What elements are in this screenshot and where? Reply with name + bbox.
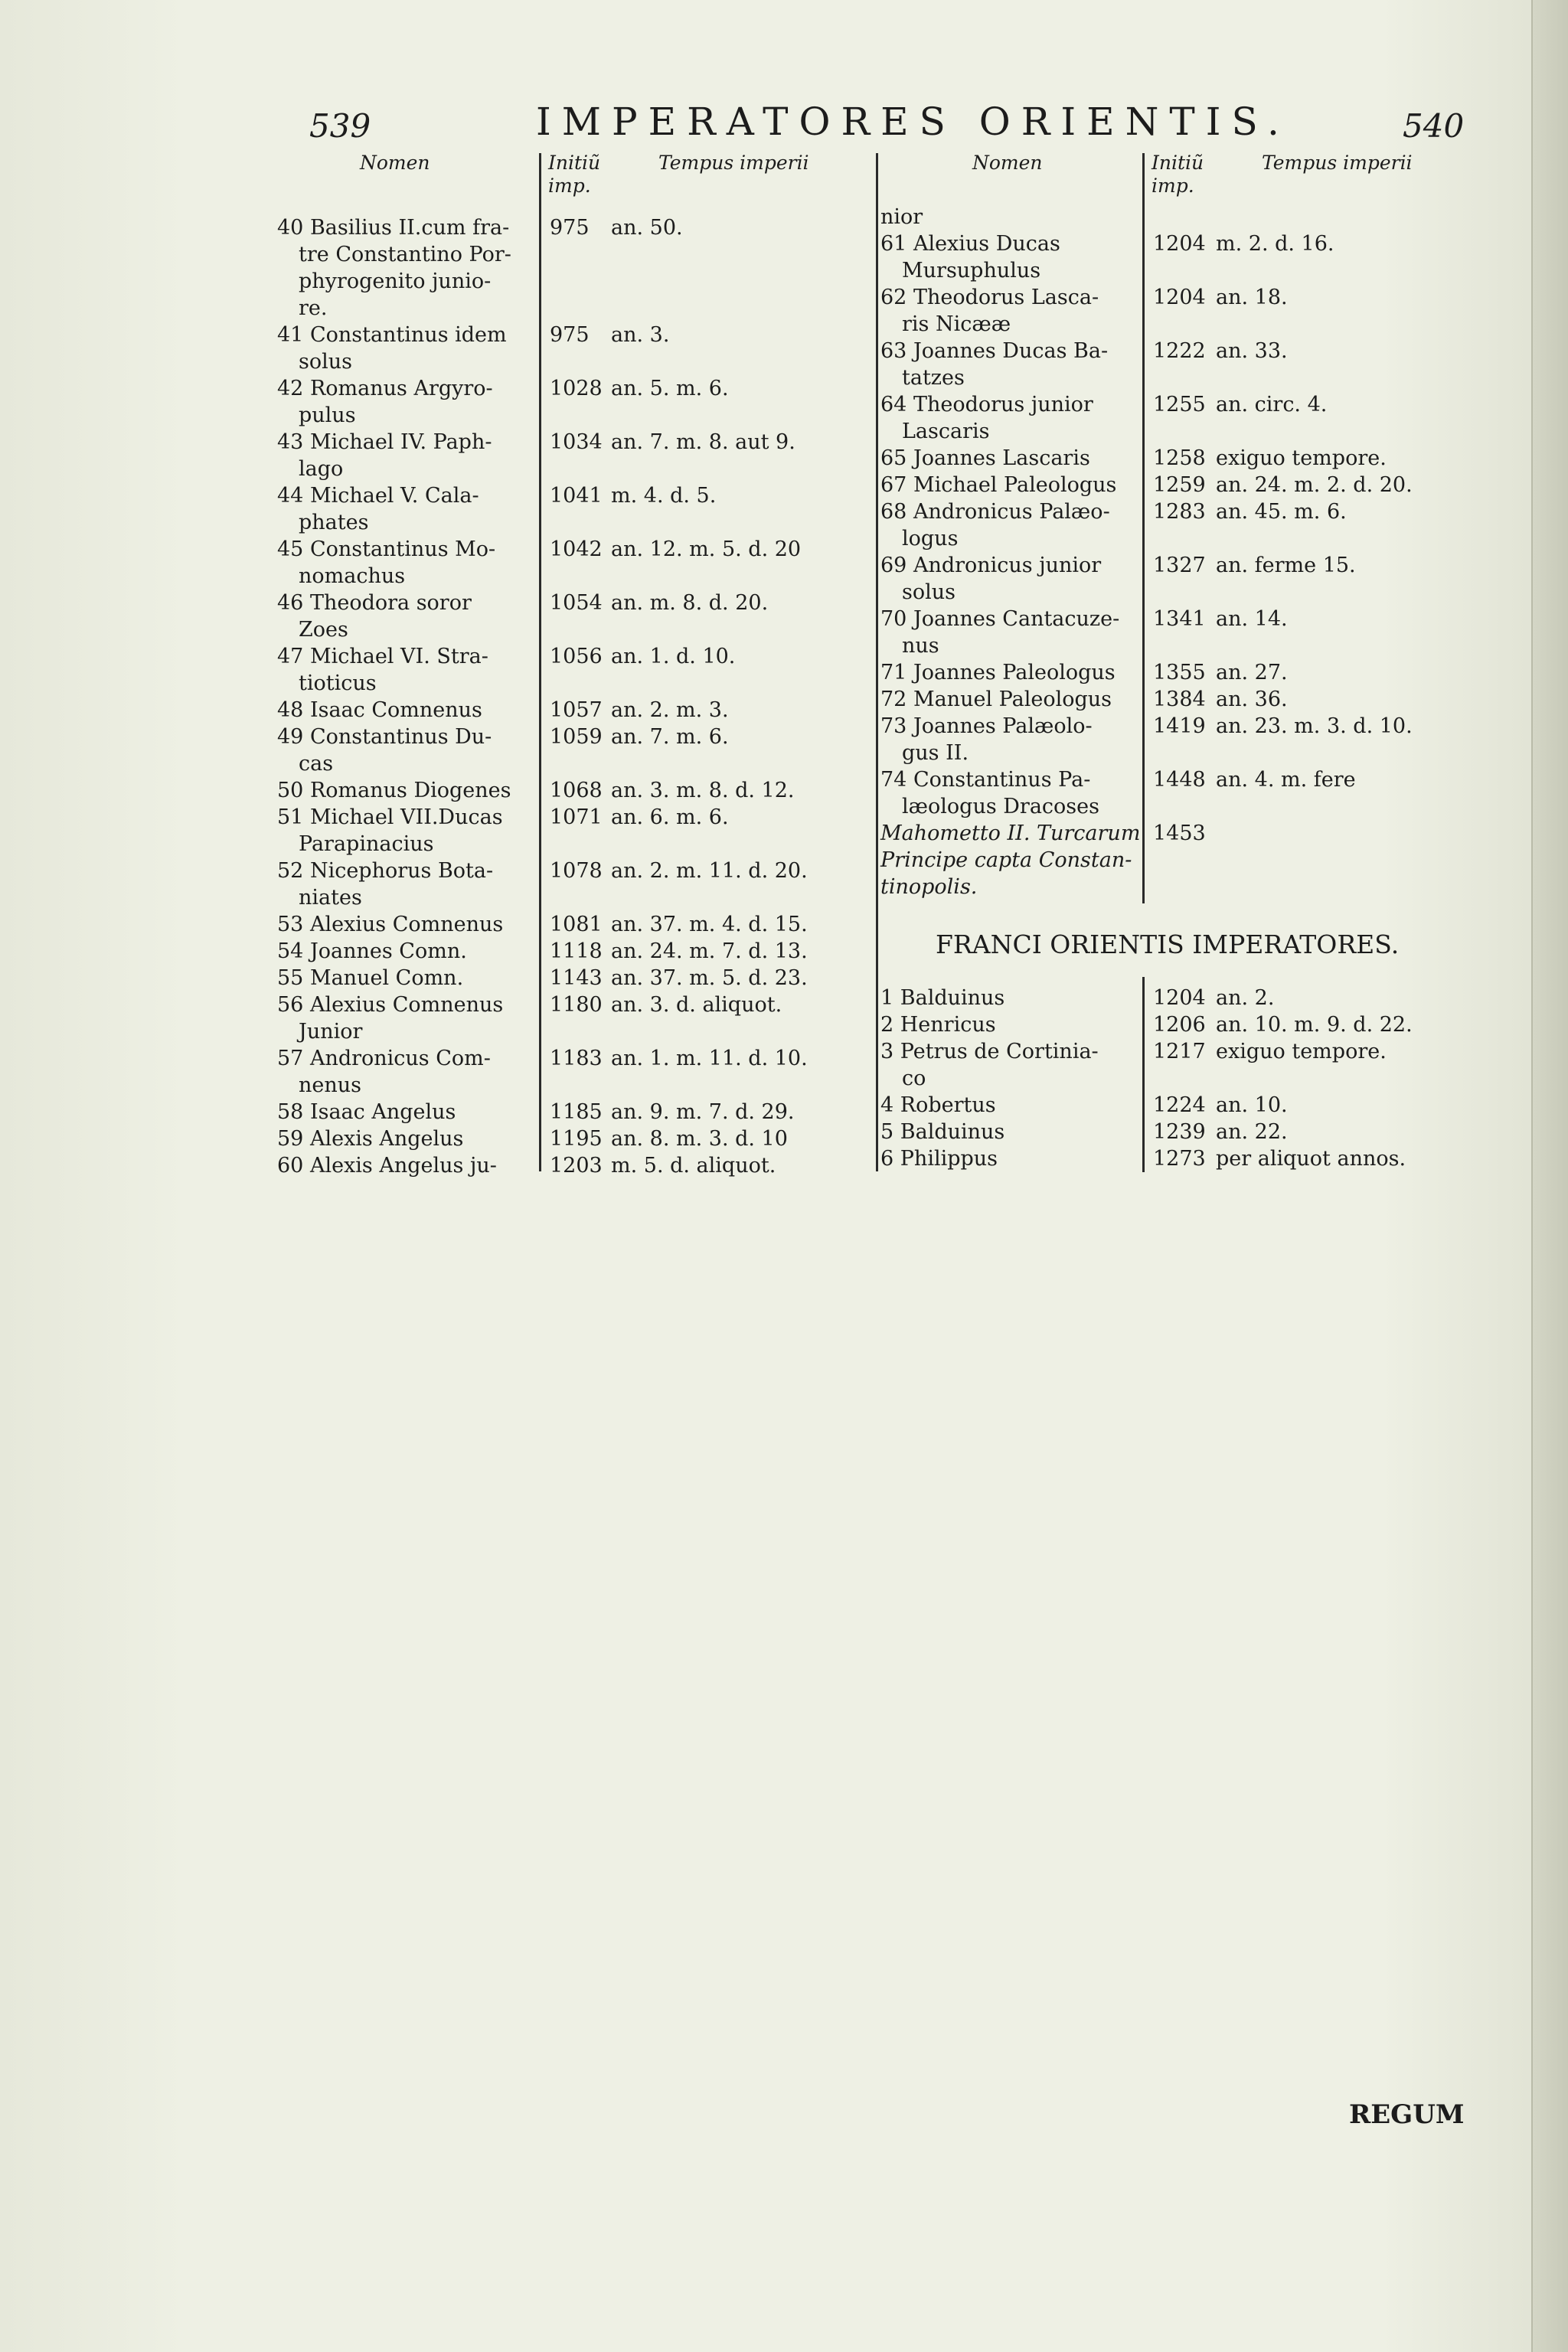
emperor-name: 3 Petrus de Cortinia- — [880, 1040, 1099, 1063]
reign-duration: an. 2. m. 11. d. 20. — [611, 859, 808, 883]
reign-start-year: 1183 — [550, 1047, 603, 1070]
reign-duration: an. 50. — [611, 216, 683, 240]
emperor-name: lago — [299, 457, 344, 481]
emperor-name: 4 Robertus — [880, 1093, 996, 1117]
emperor-name: nus — [902, 634, 939, 658]
emperor-name: tre Constantino Por- — [299, 243, 511, 266]
emperor-name: 55 Manuel Comn. — [277, 966, 464, 990]
emperor-name: co — [902, 1067, 926, 1090]
reign-duration: an. 27. — [1216, 661, 1288, 684]
emperor-name: 54 Joannes Comn. — [277, 939, 467, 963]
emperor-name: 64 Theodorus junior — [880, 393, 1093, 416]
emperor-name: 70 Joannes Cantacuze- — [880, 607, 1120, 631]
emperor-name: ris Nicææ — [902, 312, 1011, 336]
reign-duration: an. 3. m. 8. d. 12. — [611, 779, 795, 802]
emperor-name: cas — [299, 752, 334, 776]
reign-duration: an. 36. — [1216, 688, 1288, 711]
reign-start-year: 1068 — [550, 779, 603, 802]
reign-duration: an. 7. m. 8. aut 9. — [611, 430, 795, 454]
reign-duration: an. 14. — [1216, 607, 1288, 631]
emperor-name: 43 Michael IV. Paph- — [277, 430, 492, 454]
emperor-name: 61 Alexius Ducas — [880, 232, 1060, 256]
reign-duration: an. 10. m. 9. d. 22. — [1216, 1013, 1413, 1037]
reign-start-year: 1056 — [550, 645, 603, 668]
emperor-name: 57 Andronicus Com- — [277, 1047, 491, 1070]
reign-start-year: 1217 — [1153, 1040, 1206, 1063]
reign-duration: an. 33. — [1216, 339, 1288, 363]
emperor-name: 58 Isaac Angelus — [277, 1100, 456, 1124]
reign-start-year: 1143 — [550, 966, 603, 990]
reign-start-year: 1203 — [550, 1154, 603, 1178]
emperor-name: 59 Alexis Angelus — [277, 1127, 464, 1151]
page-edge — [1531, 0, 1568, 2352]
emperor-name: solus — [299, 350, 352, 374]
reign-duration: an. ferme 15. — [1216, 554, 1356, 577]
reign-start-year: 1384 — [1153, 688, 1206, 711]
reign-start-year: 1259 — [1153, 473, 1206, 497]
reign-duration: m. 4. d. 5. — [611, 484, 717, 508]
emperor-name: phyrogenito junio- — [299, 270, 492, 293]
reign-start-year: 1195 — [550, 1127, 603, 1151]
reign-duration: an. 7. m. 6. — [611, 725, 729, 749]
emperor-name: tioticus — [299, 671, 377, 695]
emperor-name: 45 Constantinus Mo- — [277, 537, 496, 561]
reign-start-year: 1453 — [1153, 822, 1206, 845]
emperor-name: 62 Theodorus Lasca- — [880, 286, 1099, 309]
emperor-name: tinopolis. — [880, 875, 978, 899]
emperor-name: 52 Nicephorus Bota- — [277, 859, 494, 883]
reign-start-year: 1042 — [550, 537, 603, 561]
reign-start-year: 1054 — [550, 591, 603, 615]
reign-start-year: 1028 — [550, 377, 603, 400]
reign-duration: an. 22. — [1216, 1120, 1288, 1144]
emperor-name: logus — [902, 527, 959, 550]
reign-start-year: 1327 — [1153, 554, 1206, 577]
reign-start-year: 1034 — [550, 430, 603, 454]
col-head-tempus-left: Tempus imperii — [658, 152, 809, 174]
col-head-nomen-right: Nomen — [972, 152, 1043, 174]
reign-duration: per aliquot annos. — [1216, 1147, 1406, 1171]
emperor-name: nior — [880, 205, 923, 229]
emperor-name: 74 Constantinus Pa- — [880, 768, 1091, 792]
reign-duration: an. 1. d. 10. — [611, 645, 736, 668]
reign-duration: an. 18. — [1216, 286, 1288, 309]
reign-start-year: 1118 — [550, 939, 603, 963]
reign-start-year: 1448 — [1153, 768, 1206, 792]
reign-duration: an. 5. m. 6. — [611, 377, 729, 400]
emperor-name: 40 Basilius II.cum fra- — [277, 216, 510, 240]
emperor-name: 67 Michael Paleologus — [880, 473, 1117, 497]
emperor-name: Zoes — [299, 618, 348, 642]
reign-start-year: 1185 — [550, 1100, 603, 1124]
reign-start-year: 975 — [550, 216, 590, 240]
reign-start-year: 1224 — [1153, 1093, 1206, 1117]
reign-duration: an. 3. — [611, 323, 670, 347]
reign-start-year: 1273 — [1153, 1147, 1206, 1171]
emperor-name: 1 Balduinus — [880, 986, 1005, 1010]
reign-duration: an. 9. m. 7. d. 29. — [611, 1100, 795, 1124]
reign-start-year: 1041 — [550, 484, 603, 508]
emperor-name: 60 Alexis Angelus ju- — [277, 1154, 497, 1178]
reign-start-year: 1078 — [550, 859, 603, 883]
emperor-name: solus — [902, 580, 956, 604]
reign-start-year: 1059 — [550, 725, 603, 749]
reign-duration: an. 2. — [1216, 986, 1275, 1010]
catchword: REGUM — [1349, 2099, 1465, 2130]
emperor-name: nenus — [299, 1073, 362, 1097]
emperor-name: 50 Romanus Diogenes — [277, 779, 511, 802]
col-head-nomen-left: Nomen — [360, 152, 430, 174]
reign-duration: an. 24. m. 7. d. 13. — [611, 939, 808, 963]
reign-duration: an. 4. m. fere — [1216, 768, 1356, 792]
reign-duration: an. 3. d. aliquot. — [611, 993, 782, 1017]
reign-start-year: 1204 — [1153, 286, 1206, 309]
reign-duration: an. 24. m. 2. d. 20. — [1216, 473, 1413, 497]
emperor-name: Junior — [299, 1020, 363, 1044]
emperor-name: 53 Alexius Comnenus — [277, 913, 504, 936]
emperor-name: 71 Joannes Paleologus — [880, 661, 1116, 684]
reign-start-year: 1258 — [1153, 446, 1206, 470]
reign-duration: an. circ. 4. — [1216, 393, 1328, 416]
reign-start-year: 975 — [550, 323, 590, 347]
reign-start-year: 1355 — [1153, 661, 1206, 684]
reign-duration: an. m. 8. d. 20. — [611, 591, 769, 615]
emperor-name: 65 Joannes Lascaris — [880, 446, 1090, 470]
emperor-name: 69 Andronicus junior — [880, 554, 1102, 577]
reign-start-year: 1081 — [550, 913, 603, 936]
reign-start-year: 1204 — [1153, 986, 1206, 1010]
reign-duration: m. 5. d. aliquot. — [611, 1154, 776, 1178]
emperor-name: 2 Henricus — [880, 1013, 996, 1037]
emperor-name: 73 Joannes Palæolo- — [880, 714, 1093, 738]
column-rule — [876, 153, 878, 1171]
emperor-name: Lascaris — [902, 420, 990, 443]
reign-duration: an. 23. m. 3. d. 10. — [1216, 714, 1413, 738]
reign-duration: an. 1. m. 11. d. 10. — [611, 1047, 808, 1070]
emperor-name: 41 Constantinus idem — [277, 323, 507, 347]
emperor-name: Mahometto II. Turcarum — [880, 822, 1141, 845]
emperor-name: Principe capta Constan- — [880, 848, 1132, 872]
emperor-name: Mursuphulus — [902, 259, 1041, 283]
reign-start-year: 1283 — [1153, 500, 1206, 524]
emperor-name: 56 Alexius Comnenus — [277, 993, 504, 1017]
col-head-tempus-right: Tempus imperii — [1262, 152, 1413, 174]
emperor-name: 51 Michael VII.Ducas — [277, 805, 503, 829]
emperor-name: tatzes — [902, 366, 965, 390]
reign-duration: exiguo tempore. — [1216, 446, 1387, 470]
emperor-name: 42 Romanus Argyro- — [277, 377, 493, 400]
reign-start-year: 1239 — [1153, 1120, 1206, 1144]
reign-duration: an. 6. m. 6. — [611, 805, 729, 829]
reign-start-year: 1419 — [1153, 714, 1206, 738]
reign-duration: an. 12. m. 5. d. 20 — [611, 537, 802, 561]
reign-start-year: 1341 — [1153, 607, 1206, 631]
section-heading-franci: FRANCI ORIENTIS IMPERATORES. — [936, 929, 1400, 959]
emperor-name: 46 Theodora soror — [277, 591, 472, 615]
reign-duration: an. 10. — [1216, 1093, 1288, 1117]
reign-start-year: 1204 — [1153, 232, 1206, 256]
emperor-name: 63 Joannes Ducas Ba- — [880, 339, 1109, 363]
reign-start-year: 1180 — [550, 993, 603, 1017]
reign-duration: an. 45. m. 6. — [1216, 500, 1347, 524]
reign-duration: an. 2. m. 3. — [611, 698, 729, 722]
emperor-name: nomachus — [299, 564, 406, 588]
reign-start-year: 1255 — [1153, 393, 1206, 416]
emperor-name: pulus — [299, 403, 356, 427]
emperor-name: phates — [299, 511, 369, 534]
reign-start-year: 1222 — [1153, 339, 1206, 363]
emperor-name: 49 Constantinus Du- — [277, 725, 492, 749]
emperor-name: 44 Michael V. Cala- — [277, 484, 479, 508]
reign-start-year: 1057 — [550, 698, 603, 722]
reign-duration: an. 8. m. 3. d. 10 — [611, 1127, 788, 1151]
reign-start-year: 1206 — [1153, 1013, 1206, 1037]
emperor-name: 6 Philippus — [880, 1147, 998, 1171]
reign-duration: m. 2. d. 16. — [1216, 232, 1334, 256]
emperor-name: niates — [299, 886, 362, 910]
emperor-name: 47 Michael VI. Stra- — [277, 645, 488, 668]
page-number-right: 540 — [1403, 107, 1465, 145]
emperor-name: Parapinacius — [299, 832, 434, 856]
page-number-left: 539 — [309, 107, 371, 145]
emperor-name: læologus Dracoses — [902, 795, 1099, 818]
col-head-initium-right: Initiũ imp. — [1152, 152, 1204, 197]
emperor-name: gus II. — [902, 741, 969, 765]
col-head-initium-left: Initiũ imp. — [548, 152, 601, 197]
reign-start-year: 1071 — [550, 805, 603, 829]
emperor-name: 68 Andronicus Palæo- — [880, 500, 1110, 524]
emperor-name: 48 Isaac Comnenus — [277, 698, 482, 722]
reign-duration: an. 37. m. 5. d. 23. — [611, 966, 808, 990]
emperor-name: re. — [299, 296, 328, 320]
reign-duration: an. 37. m. 4. d. 15. — [611, 913, 808, 936]
page-title: IMPERATORES ORIENTIS. — [536, 100, 1290, 144]
reign-duration: exiguo tempore. — [1216, 1040, 1387, 1063]
emperor-name: 5 Balduinus — [880, 1120, 1005, 1144]
emperor-name: 72 Manuel Paleologus — [880, 688, 1112, 711]
